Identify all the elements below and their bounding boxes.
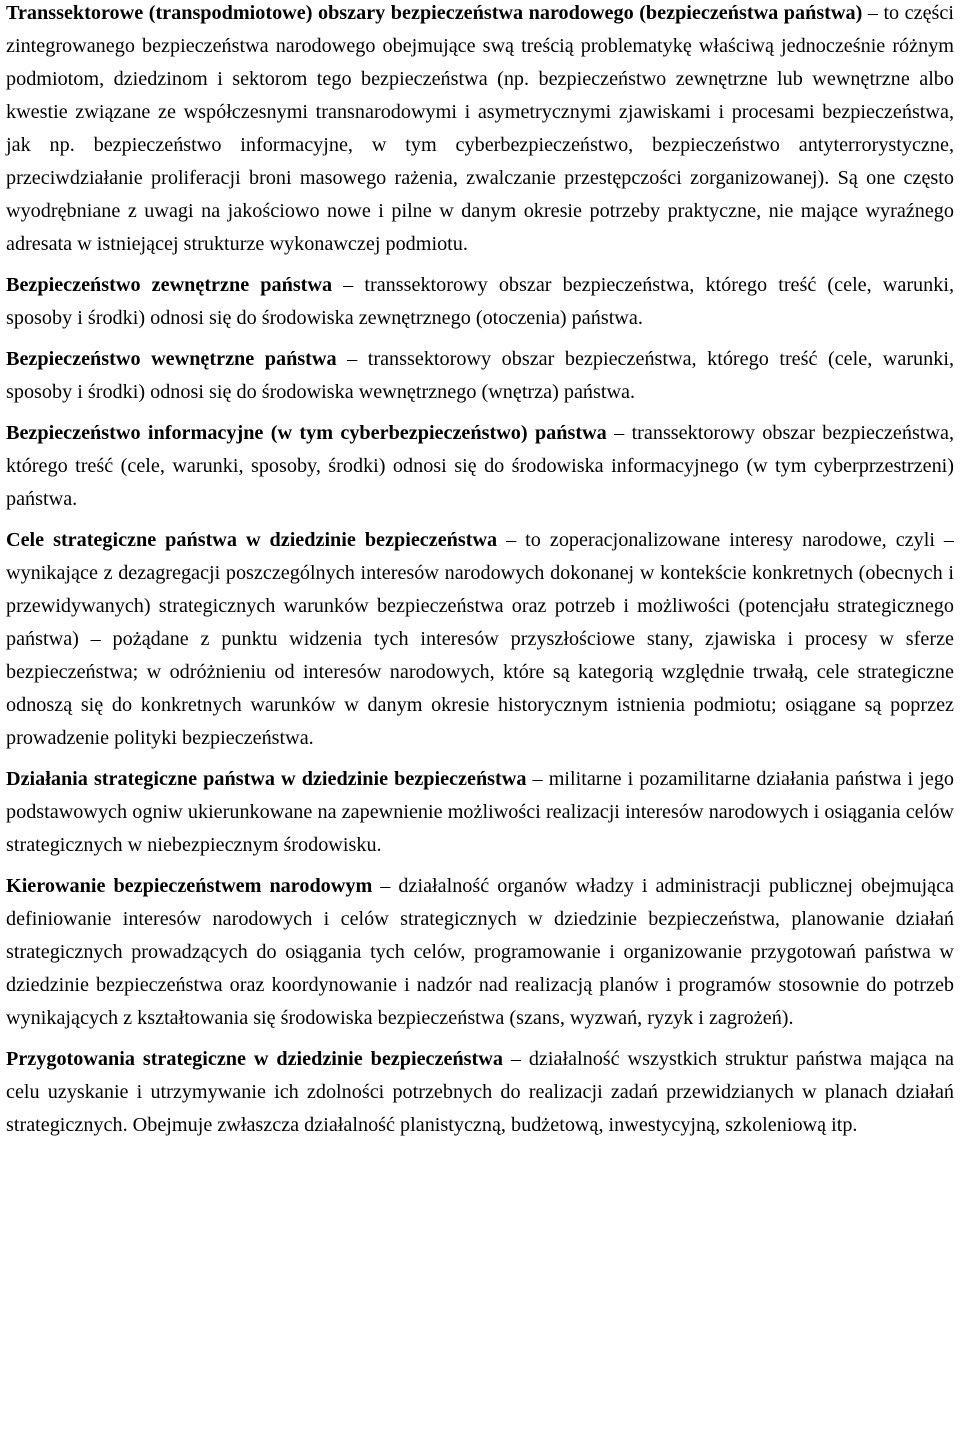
defined-term: Przygotowania strategiczne w dziedzinie bezpieczeństwa	[6, 1048, 503, 1070]
definition-text: – transsektorowy obszar bezpieczeństwa, którego treść (cele, warunki, sposoby i środki) odnosi się do środowiska wewnętrznego (wnętrza) państwa.	[6, 348, 954, 403]
definition-paragraph	[6, 343, 954, 409]
definition-paragraph	[6, 763, 954, 862]
definition-paragraph	[6, 269, 954, 335]
defined-term: Kierowanie bezpieczeństwem narodowym	[6, 875, 373, 897]
definition-text: – działalność wszystkich struktur państwa mająca na celu uzyskanie i utrzymywanie ich zdolności potrzebnych do realizacji zadań przewidzianych w planach działań strategicznych. Obejmuje zwłaszcza działalność planistyczną, budżetową, inwestycyjną, szkoleniową itp.	[6, 1048, 954, 1136]
definition-paragraph	[6, 524, 954, 755]
definition-text: – to zoperacjonalizowane interesy narodowe, czyli – wynikające z dezagregacji poszczególnych interesów narodowych dokonanej w kontekście konkretnych (obecnych i przewidywanych) strategicznych warunków bezpieczeństwa oraz potrzeb i możliwości (potencjału strategicznego państwa) – pożądane z punktu widzenia tych interesów przyszłościowe stany, zjawiska i procesy w sferze bezpieczeństwa; w odróżnieniu od interesów narodowych, które są kategorią względnie trwałą, cele strategiczne odnoszą się do konkretnych warunków w danym okresie historycznym istnienia podmiotu; osiągane są poprzez prowadzenie polityki bezpieczeństwa.	[6, 529, 954, 749]
defined-term: Bezpieczeństwo wewnętrzne państwa	[6, 348, 337, 370]
defined-term: Cele strategiczne państwa w dziedzinie bezpieczeństwa	[6, 529, 498, 551]
definition-text: – transsektorowy obszar bezpieczeństwa, którego treść (cele, warunki, sposoby, środki) odnosi się do środowiska informacyjnego (w tym cyberprzestrzeni) państwa.	[6, 422, 955, 510]
definition-paragraph	[6, 0, 954, 261]
defined-term: Działania strategiczne państwa w dziedzinie bezpieczeństwa	[6, 768, 527, 790]
definition-text: – transsektorowy obszar bezpieczeństwa, którego treść (cele, warunki, sposoby i środki) odnosi się do środowiska zewnętrznego (otoczenia) państwa.	[6, 274, 954, 329]
defined-term: Bezpieczeństwo zewnętrzne państwa	[6, 274, 333, 296]
definition-paragraph	[6, 870, 954, 1035]
defined-term: Transsektorowe (transpodmiotowe) obszary bezpieczeństwa narodowego (bezpieczeństwa państwa)	[6, 2, 863, 24]
defined-term: Bezpieczeństwo informacyjne (w tym cyberbezpieczeństwo) państwa	[6, 422, 607, 444]
definition-text: – militarne i pozamilitarne działania państwa i jego podstawowych ogniw ukierunkowane na zapewnienie możliwości realizacji interesów narodowych i osiągania celów strategicznych w niebezpiecznym środowisku.	[6, 768, 955, 856]
definition-text: – to części zintegrowanego bezpieczeństwa narodowego obejmujące swą treścią problematykę właściwą jednocześnie różnym podmiotom, dziedzinom i sektorom tego bezpieczeństwa (np. bezpieczeństwo zewnętrzne lub wewnętrzne albo kwestie związane ze współczesnymi transnarodowymi i asymetrycznymi zjawiskami i procesami bezpieczeństwa, jak np. bezpieczeństwo informacyjne, w tym cyberbezpieczeństwo, bezpieczeństwo antyterrorystyczne, przeciwdziałanie proliferacji broni masowego rażenia, zwalczanie przestępczości zorganizowanej). Są one często wyodrębniane z uwagi na jakościowo nowe i pilne w danym okresie potrzeby praktyczne, nie mające wyraźnego adresata w istniejącej strukturze wykonawczej podmiotu.	[6, 2, 954, 255]
definition-paragraph	[6, 417, 954, 516]
definition-paragraph	[6, 1043, 954, 1142]
definition-text: – działalność organów władzy i administracji publicznej obejmująca definiowanie interesów narodowych i celów strategicznych w dziedzinie bezpieczeństwa, planowanie działań strategicznych prowadzących do osiągania tych celów, programowanie i organizowanie przygotowań państwa w dziedzinie bezpieczeństwa oraz koordynowanie i nadzór nad realizacją planów i programów stosownie do potrzeb wynikających z kształtowania się środowiska bezpieczeństwa (szans, wyzwań, ryzyk i zagrożeń).	[6, 875, 954, 1029]
